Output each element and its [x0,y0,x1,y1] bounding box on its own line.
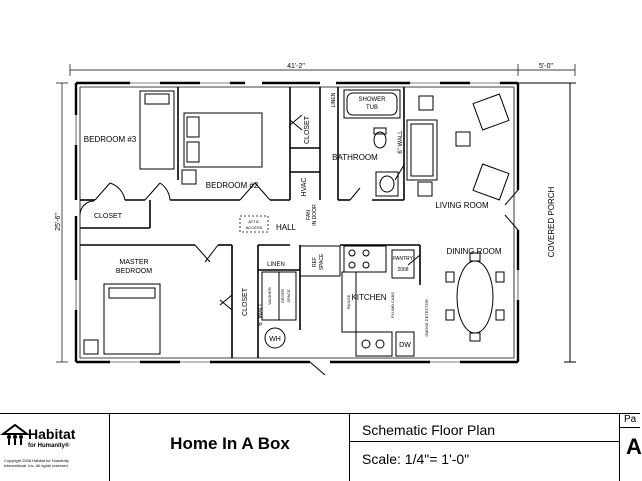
label-pantry-size: 2068 [397,267,409,273]
sheet-divider [350,441,620,442]
label-wall6-mid: 6" WALL [258,302,264,326]
dim-overall-depth: 25'-6" [55,213,62,231]
label-closet-top: CLOSET [304,115,311,145]
label-kitchen: KITCHEN [351,293,387,302]
label-fan-door: IN DOOR [312,204,318,226]
bed-master [84,284,160,354]
page-label: Pa [624,414,637,425]
bed-bedroom2 [182,113,262,184]
label-master: MASTER [119,259,149,266]
label-linen-mid: LINEN [267,262,285,268]
habitat-house-icon [2,424,28,446]
label-hall: HALL [275,223,297,232]
label-living: LIVING ROOM [435,201,489,210]
bed-bedroom3 [140,91,174,169]
logo-copyright: Copyright 2006 Habitat for Humanity International, Inc. All rights reserved [4,458,69,468]
page-divider [620,427,640,428]
label-tub: TUB [366,105,378,111]
dim-overall-width: 41'-2" [287,63,305,70]
label-wh: WH [269,336,281,343]
label-space: SPACE [286,289,291,303]
label-bedroom3: BEDROOM #3 [83,135,137,144]
title-block [0,413,640,481]
logo-sub: for Humanity® [28,443,70,449]
label-ref-space: SPACE [319,253,325,271]
label-wall6-bath: 6" WALL [398,130,404,154]
label-washer: WASHER [267,287,272,305]
label-range: RANGE [346,294,351,310]
label-bedroom2: BEDROOM #2 [205,181,259,190]
label-master-bedroom: BEDROOM [115,268,153,275]
label-bathroom: BATHROOM [332,153,378,162]
label-attic-access: ACCESS [245,225,263,230]
label-fan: FAN [306,210,312,220]
label-linen-top: LINEN [331,92,337,108]
dim-porch-width: 5'-0" [539,63,553,70]
label-covered-porch: COVERED PORCH [547,186,556,258]
label-dining: DINING ROOM [446,247,502,256]
label-smoke: SMOKE DETECTOR [424,299,429,337]
dining-table [446,253,504,341]
project-name: Home In A Box [170,434,290,453]
label-dryer: DRYER [280,289,285,303]
label-shower: SHOWER [358,97,386,103]
label-attic: ATTIC [248,219,260,224]
page-number: A [626,434,642,459]
sheet-title: Schematic Floor Plan [362,422,496,438]
sheet-scale: Scale: 1/4"= 1'-0" [362,451,470,467]
logo-name: Habitat [28,426,76,442]
label-pantry: PANTRY [393,256,413,262]
label-dw: DW [399,342,411,349]
living-furniture [407,94,509,200]
label-closet-left: CLOSET [93,213,123,220]
label-closet-master: CLOSET [242,287,249,317]
label-ref: REF [312,257,318,267]
label-hvac: HVAC [301,177,308,197]
exterior-wall-inner [80,87,514,358]
logo-cell [0,414,110,481]
label-plumb: PLUMB CABS [390,292,395,318]
